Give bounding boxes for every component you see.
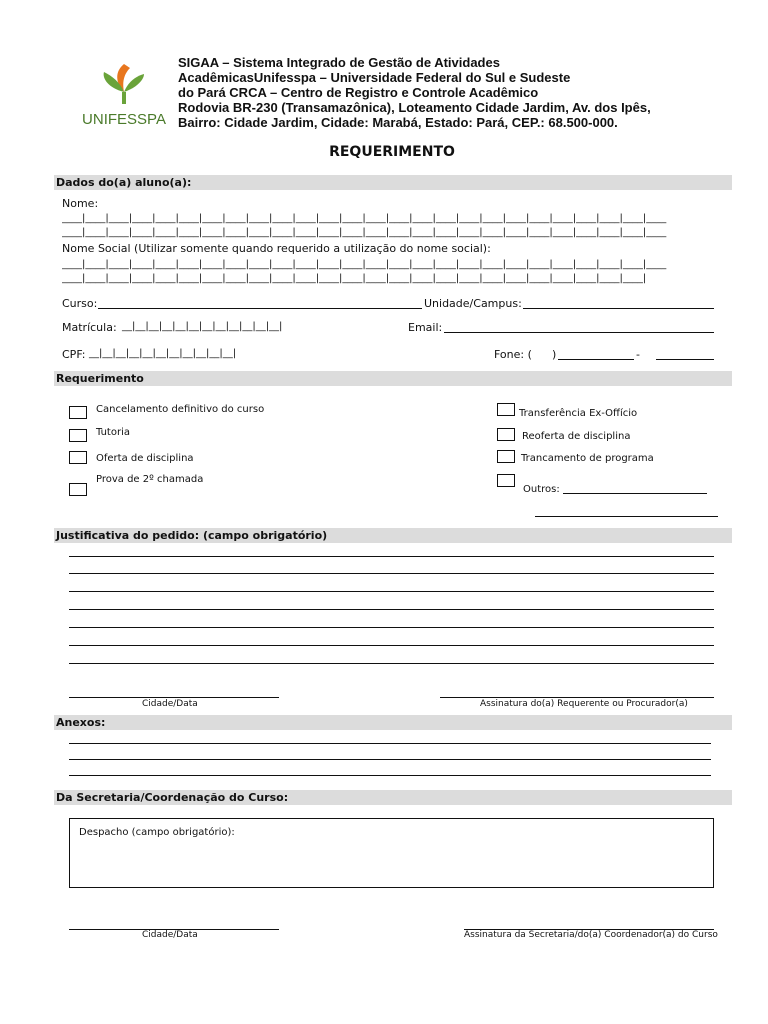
header-line: Rodovia BR-230 (Transamazônica), Loteamento Cidade Jardim, Av. dos Ipês, (178, 100, 651, 115)
assinatura-secretaria-label: Assinatura da Secretaria/do(a) Coordenador(a) do Curso (464, 930, 718, 940)
justificativa-line[interactable] (69, 591, 714, 592)
anexos-line[interactable] (69, 775, 711, 776)
despacho-box[interactable] (69, 818, 714, 888)
section-justificativa: Justificativa do pedido: (campo obrigatório) (54, 528, 732, 543)
justificativa-line[interactable] (69, 573, 714, 574)
section-anexos: Anexos: (54, 715, 732, 730)
justificativa-line[interactable] (69, 645, 714, 646)
option-reoferta-label: Reoferta de disciplina (522, 431, 631, 442)
checkbox-tutoria[interactable] (69, 429, 87, 442)
anexos-line[interactable] (69, 743, 711, 744)
nome-char-boxes-1[interactable]: ____|____|____|____|____|____|____|____|____|____|____|____|____|____|____|____|____|____|____|____|____|____|____|____|____|____ (62, 213, 667, 224)
anexos-line[interactable] (69, 759, 711, 760)
assinatura-requerente-field[interactable] (440, 697, 714, 698)
unidade-campus-label: Unidade/Campus: (424, 297, 522, 310)
outros-field[interactable] (563, 493, 707, 494)
nome-char-boxes-2[interactable]: ____|____|____|____|____|____|____|____|____|____|____|____|____|____|____|____|____|____|____|____|____|____|____|____|____|____ (62, 227, 667, 238)
justificativa-line[interactable] (69, 663, 714, 664)
checkbox-transferencia[interactable] (497, 403, 515, 416)
option-transferencia-label: Transferência Ex-Offício (519, 408, 638, 419)
header-line: AcadêmicasUnifesspa – Universidade Federal do Sul e Sudeste (178, 70, 571, 85)
unidade-campus-field[interactable] (523, 308, 714, 309)
curso-field[interactable] (98, 308, 422, 309)
justificativa-line[interactable] (69, 609, 714, 610)
option-trancamento-label: Trancamento de programa (521, 453, 654, 464)
email-field[interactable] (444, 332, 714, 333)
option-outros-label: Outros: (523, 484, 560, 495)
section-requerimento: Requerimento (54, 371, 732, 386)
checkbox-cancelamento[interactable] (69, 406, 87, 419)
logo-text: UNIFESSPA (82, 111, 166, 128)
justificativa-line[interactable] (69, 627, 714, 628)
header-line: Bairro: Cidade Jardim, Cidade: Marabá, Estado: Pará, CEP.: 68.500-000. (178, 115, 618, 130)
matricula-label: Matrícula: (62, 321, 117, 334)
header-line: SIGAA – Sistema Integrado de Gestão de Atividades (178, 55, 500, 70)
option-tutoria-label: Tutoria (96, 427, 130, 438)
justificativa-line[interactable] (69, 556, 714, 557)
unifesspa-logo (78, 58, 170, 130)
section-dados-aluno: Dados do(a) aluno(a): (54, 175, 732, 190)
fone-prefix-field[interactable] (558, 359, 634, 360)
cpf-char-boxes[interactable]: __|__|__|__|__|__|__|__|__|__|__| (89, 348, 237, 359)
option-oferta-disciplina-label: Oferta de disciplina (96, 453, 194, 464)
institution-header (178, 55, 748, 130)
curso-label: Curso: (62, 297, 98, 310)
cidade-data-label: Cidade/Data (142, 699, 198, 709)
option-cancelamento-label: Cancelamento definitivo do curso (96, 404, 265, 415)
fone-close-paren: ) (552, 348, 557, 361)
checkbox-outros[interactable] (497, 474, 515, 487)
outros-field-continuation[interactable] (535, 516, 718, 517)
option-prova-segunda-chamada-label: Prova de 2º chamada (96, 474, 204, 485)
cidade-data-field[interactable] (69, 697, 279, 698)
checkbox-reoferta[interactable] (497, 428, 515, 441)
nome-social-label: Nome Social (Utilizar somente quando requerido a utilização do nome social): (62, 242, 491, 255)
fone-label: Fone: ( (494, 348, 532, 361)
email-label: Email: (408, 321, 443, 334)
fone-dash: - (636, 348, 640, 361)
assinatura-requerente-label: Assinatura do(a) Requerente ou Procurador(a) (480, 699, 688, 709)
checkbox-oferta-disciplina[interactable] (69, 451, 87, 464)
checkbox-trancamento[interactable] (497, 450, 515, 463)
despacho-label: Despacho (campo obrigatório): (79, 827, 235, 838)
secretaria-cidade-data-label: Cidade/Data (142, 930, 198, 940)
section-secretaria: Da Secretaria/Coordenação do Curso: (54, 790, 732, 805)
fone-number-field[interactable] (656, 359, 714, 360)
checkbox-prova-segunda-chamada[interactable] (69, 483, 87, 496)
nome-label: Nome: (62, 197, 99, 210)
nome-social-char-boxes-1[interactable]: ____|____|____|____|____|____|____|____|____|____|____|____|____|____|____|____|____|____|____|____|____|____|____|____|____|____ (62, 259, 667, 270)
matricula-char-boxes[interactable]: __|__|__|__|__|__|__|__|__|__|__|__| (122, 321, 283, 332)
nome-social-char-boxes-2[interactable]: ____|____|____|____|____|____|____|____|____|____|____|____|____|____|____|____|____|____|____|____|____|____|____|____|____| (62, 273, 647, 284)
cpf-label: CPF: (62, 348, 86, 361)
header-line: do Pará CRCA – Centro de Registro e Controle Acadêmico (178, 85, 539, 100)
document-title: REQUERIMENTO (329, 144, 455, 160)
